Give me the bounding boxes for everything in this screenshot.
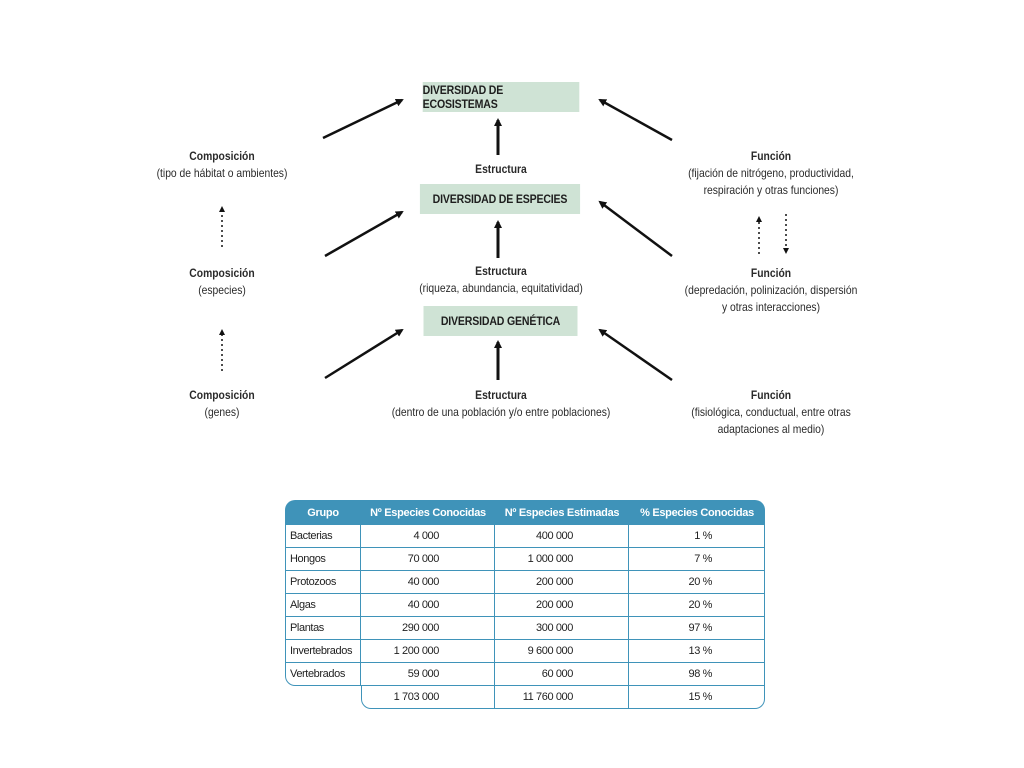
cell-conocidas: 40 000 <box>361 571 495 594</box>
cell-estimadas: 200 000 <box>495 594 629 617</box>
species-table <box>285 500 765 709</box>
box-genetica-label: DIVERSIDAD GENÉTICA <box>440 314 561 328</box>
box-diversidad-ecosistemas <box>423 82 580 112</box>
arrow-comp-to-esp <box>325 212 402 256</box>
table-row <box>285 617 765 640</box>
total-conocidas: 1 703 000 <box>361 686 495 709</box>
cell-grupo: Bacterias <box>285 525 361 548</box>
cell-porcentaje: 20 % <box>629 594 765 617</box>
box-diversidad-genetica <box>424 306 578 336</box>
estructura-gen-sub: (dentro de una población y/o entre poblaciones) <box>391 405 611 419</box>
cell-conocidas: 70 000 <box>361 548 495 571</box>
cell-conocidas: 1 200 000 <box>361 640 495 663</box>
composicion-eco-title: Composición <box>189 149 255 163</box>
funcion-gen-sub2: adaptaciones al medio) <box>717 422 825 436</box>
table-row <box>285 525 765 548</box>
label-estructura-ecosistemas <box>389 161 613 178</box>
composicion-esp-title: Composición <box>189 266 255 280</box>
funcion-eco-sub2: respiración y otras funciones) <box>703 183 839 197</box>
label-estructura-especies <box>372 263 630 297</box>
cell-estimadas: 60 000 <box>495 663 629 686</box>
label-funcion-genetica <box>668 387 874 438</box>
box-diversidad-especies <box>420 184 580 214</box>
cell-porcentaje: 97 % <box>629 617 765 640</box>
cell-porcentaje: 98 % <box>629 663 765 686</box>
label-composicion-genes <box>136 387 308 421</box>
arrow-comp-to-gen <box>325 330 402 378</box>
funcion-esp-sub2: y otras interacciones) <box>721 300 821 314</box>
composicion-gen-sub: (genes) <box>204 405 240 419</box>
cell-grupo: Hongos <box>285 548 361 571</box>
label-composicion-especies <box>136 265 308 299</box>
cell-estimadas: 400 000 <box>495 525 629 548</box>
funcion-esp-sub1: (depredación, polinización, dispersión <box>684 283 858 297</box>
table-row <box>285 640 765 663</box>
cell-estimadas: 9 600 000 <box>495 640 629 663</box>
box-ecosistemas-label: DIVERSIDAD DE ECOSISTEMAS <box>422 83 504 111</box>
estructura-esp-title: Estructura <box>475 264 527 278</box>
table-row <box>285 594 765 617</box>
funcion-gen-title: Función <box>750 388 792 402</box>
estructura-esp-sub: (riqueza, abundancia, equitatividad) <box>419 281 583 295</box>
arrow-comp-to-eco <box>323 100 402 138</box>
cell-conocidas: 4 000 <box>361 525 495 548</box>
composicion-eco-sub: (tipo de hábitat o ambientes) <box>156 166 288 180</box>
cell-estimadas: 1 000 000 <box>495 548 629 571</box>
table-row <box>285 663 765 686</box>
cell-porcentaje: 1 % <box>629 525 765 548</box>
cell-conocidas: 40 000 <box>361 594 495 617</box>
arrow-func-to-eco <box>600 100 672 140</box>
label-composicion-ecosistemas <box>136 148 308 182</box>
total-grupo <box>285 686 361 709</box>
funcion-eco-title: Función <box>750 149 792 163</box>
cell-grupo: Invertebrados <box>285 640 361 663</box>
table-header-row <box>285 500 765 525</box>
funcion-eco-sub1: (fijación de nitrógeno, productividad, <box>688 166 854 180</box>
funcion-gen-sub1: (fisiológica, conductual, entre otras <box>691 405 851 419</box>
cell-grupo: Vertebrados <box>285 663 361 686</box>
header-porcentaje: % Especies Conocidas <box>629 500 765 525</box>
estructura-eco-title: Estructura <box>475 162 527 176</box>
cell-conocidas: 59 000 <box>361 663 495 686</box>
cell-estimadas: 200 000 <box>495 571 629 594</box>
cell-porcentaje: 20 % <box>629 571 765 594</box>
cell-estimadas: 300 000 <box>495 617 629 640</box>
label-funcion-especies <box>668 265 874 316</box>
table-row <box>285 548 765 571</box>
cell-porcentaje: 7 % <box>629 548 765 571</box>
estructura-gen-title: Estructura <box>475 388 527 402</box>
cell-grupo: Plantas <box>285 617 361 640</box>
table-row <box>285 571 765 594</box>
header-grupo: Grupo <box>285 500 361 525</box>
cell-conocidas: 290 000 <box>361 617 495 640</box>
arrow-func-to-esp <box>600 202 672 256</box>
box-especies-label: DIVERSIDAD DE ESPECIES <box>432 192 568 206</box>
total-porcentaje: 15 % <box>629 686 765 709</box>
cell-porcentaje: 13 % <box>629 640 765 663</box>
label-funcion-ecosistemas <box>668 148 874 199</box>
composicion-esp-sub: (especies) <box>198 283 246 297</box>
arrow-func-to-gen <box>600 330 672 380</box>
composicion-gen-title: Composición <box>189 388 255 402</box>
header-conocidas: Nº Especies Conocidas <box>361 500 495 525</box>
cell-grupo: Protozoos <box>285 571 361 594</box>
funcion-esp-title: Función <box>750 266 792 280</box>
label-estructura-genetica <box>355 387 647 421</box>
cell-grupo: Algas <box>285 594 361 617</box>
header-estimadas: Nº Especies Estimadas <box>495 500 629 525</box>
table-total-row <box>285 686 765 709</box>
total-estimadas: 11 760 000 <box>495 686 629 709</box>
